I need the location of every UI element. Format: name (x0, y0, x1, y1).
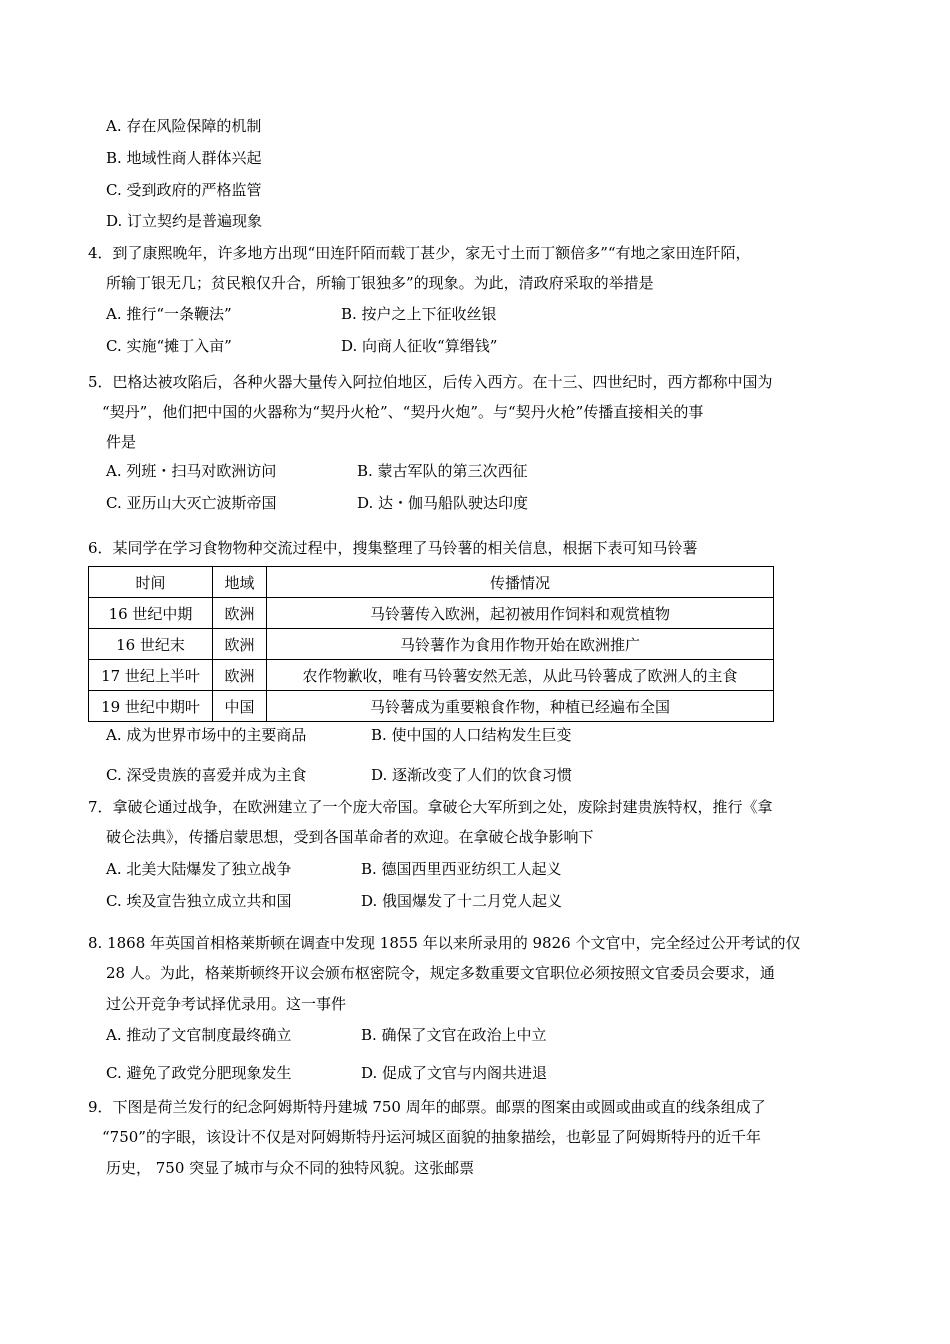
q7-option-c: C. 埃及宣告独立成立共和国 (106, 892, 292, 910)
q6-option-b: B. 使中国的人口结构发生巨变 (371, 726, 572, 744)
q5-option-b: B. 蒙古军队的第三次西征 (357, 462, 528, 480)
q9-stem-line-2: “750”的字眼，该设计不仅是对阿姆斯特丹运河城区面貌的抽象描绘，也彰显了阿姆斯特丹的近千年 (102, 1128, 761, 1146)
q7-stem-line-1: 7．拿破仑通过战争，在欧洲建立了一个庞大帝国。拿破仑大军所到之处，废除封建贵族特权，推行《拿 (88, 798, 773, 816)
potato-info-table (88, 566, 774, 722)
table-cell: 欧洲 (213, 660, 267, 691)
q5-stem-line-3: 件是 (106, 433, 137, 451)
q4-option-a: A. 推行“一条鞭法” (106, 305, 232, 323)
table-header-row (89, 567, 774, 598)
table-row (89, 691, 774, 722)
q6-option-c: C. 深受贵族的喜爱并成为主食 (106, 766, 307, 784)
table-cell: 农作物歉收，唯有马铃薯安然无恙，从此马铃薯成了欧洲人的主食 (267, 660, 774, 691)
q3-option-b: B. 地域性商人群体兴起 (106, 149, 262, 167)
q5-stem-line-1: 5．巴格达被攻陷后，各种火器大量传入阿拉伯地区，后传入西方。在十三、四世纪时，西方都称中国为 (88, 373, 773, 391)
table-header-spread: 传播情况 (267, 567, 774, 598)
q8-stem-line-3: 过公开竞争考试择优录用。这一事件 (106, 995, 347, 1013)
table-cell: 欧洲 (213, 629, 267, 660)
q7-option-d: D. 俄国爆发了十二月党人起义 (361, 892, 563, 910)
table-header-region: 地域 (213, 567, 267, 598)
q6-stem-line-1: 6．某同学在学习食物物种交流过程中，搜集整理了马铃薯的相关信息，根据下表可知马铃薯 (88, 539, 698, 557)
table-row (89, 598, 774, 629)
table-cell: 16 世纪中期 (89, 598, 213, 629)
q9-stem-line-1: 9．下图是荷兰发行的纪念阿姆斯特丹建城 750 周年的邮票。邮票的图案由或圆或曲或直的线条组成了 (88, 1098, 766, 1116)
q8-option-d: D. 促成了文官与内阁共进退 (361, 1064, 548, 1082)
q6-option-a: A. 成为世界市场中的主要商品 (106, 726, 307, 744)
q8-option-c: C. 避免了政党分肥现象发生 (106, 1064, 292, 1082)
q7-option-a: A. 北美大陆爆发了独立战争 (106, 860, 292, 878)
q3-option-a: A. 存在风险保障的机制 (106, 117, 262, 135)
table-header-time: 时间 (89, 567, 213, 598)
q8-stem-line-2: 28 人。为此，格莱斯顿终开议会颁布枢密院令，规定多数重要文官职位必须按照文官委员会要求，通 (106, 964, 775, 982)
q5-stem-line-2: “契丹”，他们把中国的火器称为“契丹火枪”、“契丹火炮”。与“契丹火枪”传播直接相关的事 (102, 403, 704, 421)
table-cell: 17 世纪上半叶 (89, 660, 213, 691)
q3-option-c: C. 受到政府的严格监管 (106, 181, 262, 199)
q5-option-c: C. 亚历山大灭亡波斯帝国 (106, 494, 277, 512)
q4-option-d: D. 向商人征收“算缗钱” (341, 337, 498, 355)
q4-option-c: C. 实施“摊丁入亩” (106, 337, 232, 355)
table-row (89, 629, 774, 660)
q8-stem-line-1: 8. 1868 年英国首相格莱斯顿在调查中发现 1855 年以来所录用的 9826 个文官中，完全经过公开考试的仅 (88, 934, 801, 952)
table-cell: 马铃薯传入欧洲，起初被用作饲料和观赏植物 (267, 598, 774, 629)
q4-stem-line-2: 所输丁银无几；贫民粮仅升合，所输丁银独多”的现象。为此，清政府采取的举措是 (106, 274, 654, 292)
q8-option-a: A. 推动了文官制度最终确立 (106, 1026, 292, 1044)
q6-option-d: D. 逐渐改变了人们的饮食习惯 (371, 766, 573, 784)
table-cell: 欧洲 (213, 598, 267, 629)
q4-option-b: B. 按户之上下征收丝银 (341, 305, 497, 323)
table-row (89, 660, 774, 691)
q5-option-d: D. 达・伽马船队驶达印度 (357, 494, 529, 512)
q7-option-b: B. 德国西里西亚纺织工人起义 (361, 860, 562, 878)
table-cell: 马铃薯成为重要粮食作物，种植已经遍布全国 (267, 691, 774, 722)
q9-stem-line-3: 历史， 750 突显了城市与众不同的独特风貌。这张邮票 (106, 1159, 475, 1177)
table-cell: 19 世纪中期叶 (89, 691, 213, 722)
table-cell: 16 世纪末 (89, 629, 213, 660)
q3-option-d: D. 订立契约是普遍现象 (106, 212, 263, 230)
table-cell: 马铃薯作为食用作物开始在欧洲推广 (267, 629, 774, 660)
q4-stem-line-1: 4．到了康熙晚年，许多地方出现“田连阡陌而载丁甚少，家无寸土而丁额倍多”“有地之家田连阡陌， (88, 244, 751, 262)
table-cell: 中国 (213, 691, 267, 722)
q7-stem-line-2: 破仑法典》，传播启蒙思想，受到各国革命者的欢迎。在拿破仑战争影响下 (106, 828, 594, 846)
q5-option-a: A. 列班・扫马对欧洲访问 (106, 462, 277, 480)
q8-option-b: B. 确保了文官在政治上中立 (361, 1026, 547, 1044)
